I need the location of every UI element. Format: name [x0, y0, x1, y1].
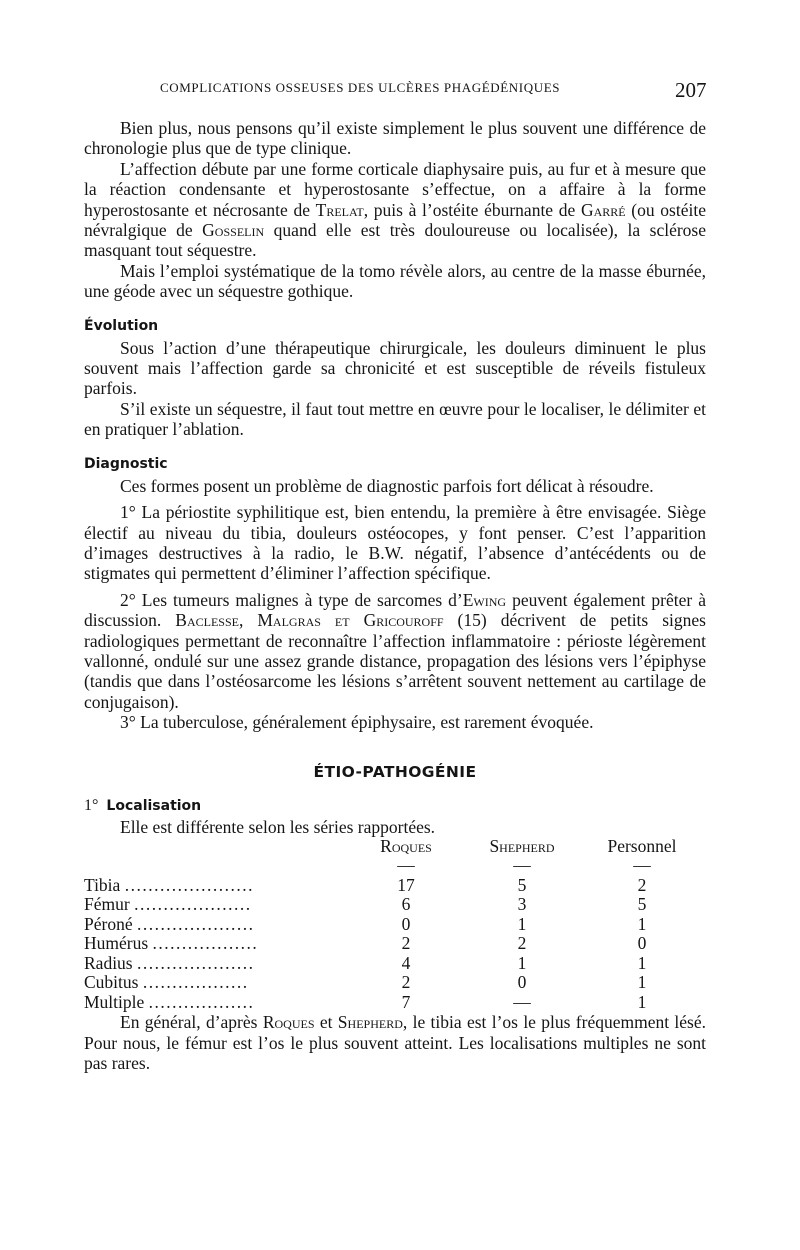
row-label: Cubitus .................. — [84, 972, 249, 993]
cell-shepherd: 0 — [517, 972, 527, 993]
author-name: Gosselin — [202, 220, 265, 241]
column-rule: — — [633, 855, 651, 876]
cell-personnel: 2 — [637, 874, 647, 895]
cell-personnel: 5 — [637, 894, 647, 915]
paragraph: L’affection débute par une forme corticale diaphysaire puis, au fur et à mesure que la réaction condensante et hyperostosante s’effectue, on a affaire à la forme hyperostosante et nécrosante de Trelat, puis à l’ostéite éburnante de Garré (ou ostéite névralgique de Gosselin quand elle est très douloureuse ou localisée), la sclérose masquant tout séquestre. — [84, 158, 707, 261]
table-row — [84, 954, 706, 974]
cell-personnel: 0 — [637, 933, 647, 954]
section-title-etio-pathogenie: ÉTIO-PATHOGÉNIE — [313, 762, 477, 781]
table-row — [84, 934, 706, 954]
table-row — [84, 895, 706, 915]
cell-roques: 4 — [401, 952, 411, 973]
author-name: Trelat — [315, 199, 364, 220]
paragraph: Mais l’emploi systématique de la tomo révèle alors, au centre de la masse éburnée, une géode avec un séquestre gothique. — [84, 260, 706, 302]
paragraph: Elle est différente selon les séries rapportées. — [120, 816, 436, 837]
subsection-heading-localisation: 1° Localisation — [84, 796, 202, 814]
table-row — [84, 915, 706, 935]
row-label: Humérus .................. — [84, 933, 259, 954]
row-label: Péroné .................... — [84, 913, 255, 934]
table-row — [84, 973, 706, 993]
cell-shepherd: 1 — [517, 913, 527, 934]
paragraph: S’il existe un séquestre, il faut tout mettre en œuvre pour le localiser, le délimiter et en pratiquer l’ablation. — [84, 398, 706, 440]
running-head: COMPLICATIONS OSSEUSES DES ULCÈRES PHAGÉDÉNIQUES — [160, 80, 561, 95]
paragraph: 2° Les tumeurs malignes à type de sarcomes d’Ewing peuvent également prêter à discussion. Baclesse, Malgras et Gricouroff (15) décrivent de petits signes radiologiques permettant de reconnaître l’affection inflammatoire : périoste légèrement vallonné, ondulé sur une assez grande distance, propagation des lésions vers l’épiphyse (tandis que dans l’ostéosarcome les lésions s’arrêtent souvent nettement au cartilage de conjugaison). — [84, 589, 706, 712]
column-header-personnel: Personnel — [607, 835, 677, 856]
cell-personnel: 1 — [637, 952, 647, 973]
cell-shepherd: 1 — [517, 952, 527, 973]
cell-roques: 2 — [401, 933, 411, 954]
paragraph: En général, d’après Roques et Shepherd, le tibia est l’os le plus fréquemment lésé. Pour nous, le fémur est l’os le plus souvent atteint. Les localisations multiples ne sont pas rares. — [84, 1012, 706, 1074]
cell-roques: 2 — [401, 972, 411, 993]
localisation-table — [84, 837, 706, 1013]
cell-roques: 0 — [401, 913, 411, 934]
column-header-roques: Roques — [380, 835, 432, 856]
cell-roques: 17 — [397, 874, 415, 895]
cell-roques: 7 — [401, 991, 411, 1012]
author-names: Baclesse, Malgras et Gricouroff — [175, 610, 444, 631]
cell-personnel: 1 — [637, 991, 647, 1012]
row-label: Tibia ...................... — [84, 874, 254, 895]
cell-shepherd: 3 — [517, 894, 527, 915]
cell-shepherd: — — [513, 991, 531, 1012]
cell-roques: 6 — [401, 894, 411, 915]
column-rule: — — [397, 855, 415, 876]
cell-personnel: 1 — [637, 913, 647, 934]
row-label: Multiple .................. — [84, 991, 255, 1012]
section-heading-evolution: Évolution — [84, 317, 159, 334]
table-row — [84, 876, 706, 896]
paragraph: Bien plus, nous pensons qu’il existe simplement le plus souvent une différence de chronologie plus que de type clinique. — [84, 118, 706, 159]
paragraph: 1° La périostite syphilitique est, bien entendu, la première à être envisagée. Siège électif au niveau du tibia, douleurs ostéocopes, y font penser. C’est l’apparition d’images destructives à la radio, le B.W. négatif, l’absence d’antécédents ou de stigmates qui permettent d’éliminer l’affection spécifique. — [84, 502, 706, 584]
cell-shepherd: 2 — [517, 933, 527, 954]
body-text — [84, 118, 706, 1074]
paragraph: 3° La tuberculose, généralement épiphysaire, est rarement évoquée. — [120, 712, 594, 733]
cell-personnel: 1 — [637, 972, 647, 993]
paragraph: Ces formes posent un problème de diagnostic parfois fort délicat à résoudre. — [120, 475, 654, 496]
column-rule: — — [513, 855, 531, 876]
page-number: 207 — [675, 78, 707, 102]
row-label: Fémur .................... — [84, 894, 252, 915]
author-name: Ewing — [462, 589, 507, 610]
row-label: Radius .................... — [84, 952, 255, 973]
paragraph: Sous l’action d’une thérapeutique chirurgicale, les douleurs diminuent le plus souvent mais l’affection garde sa chronicité et est susceptible de réveils fistuleux parfois. — [84, 337, 706, 399]
table-row — [84, 993, 706, 1013]
cell-shepherd: 5 — [517, 874, 527, 895]
author-name: Roques — [262, 1012, 315, 1033]
author-name: Shepherd — [337, 1012, 403, 1033]
column-header-shepherd: Shepherd — [489, 835, 555, 856]
author-name: Garré — [580, 199, 626, 220]
section-heading-diagnostic: Diagnostic — [84, 455, 168, 472]
